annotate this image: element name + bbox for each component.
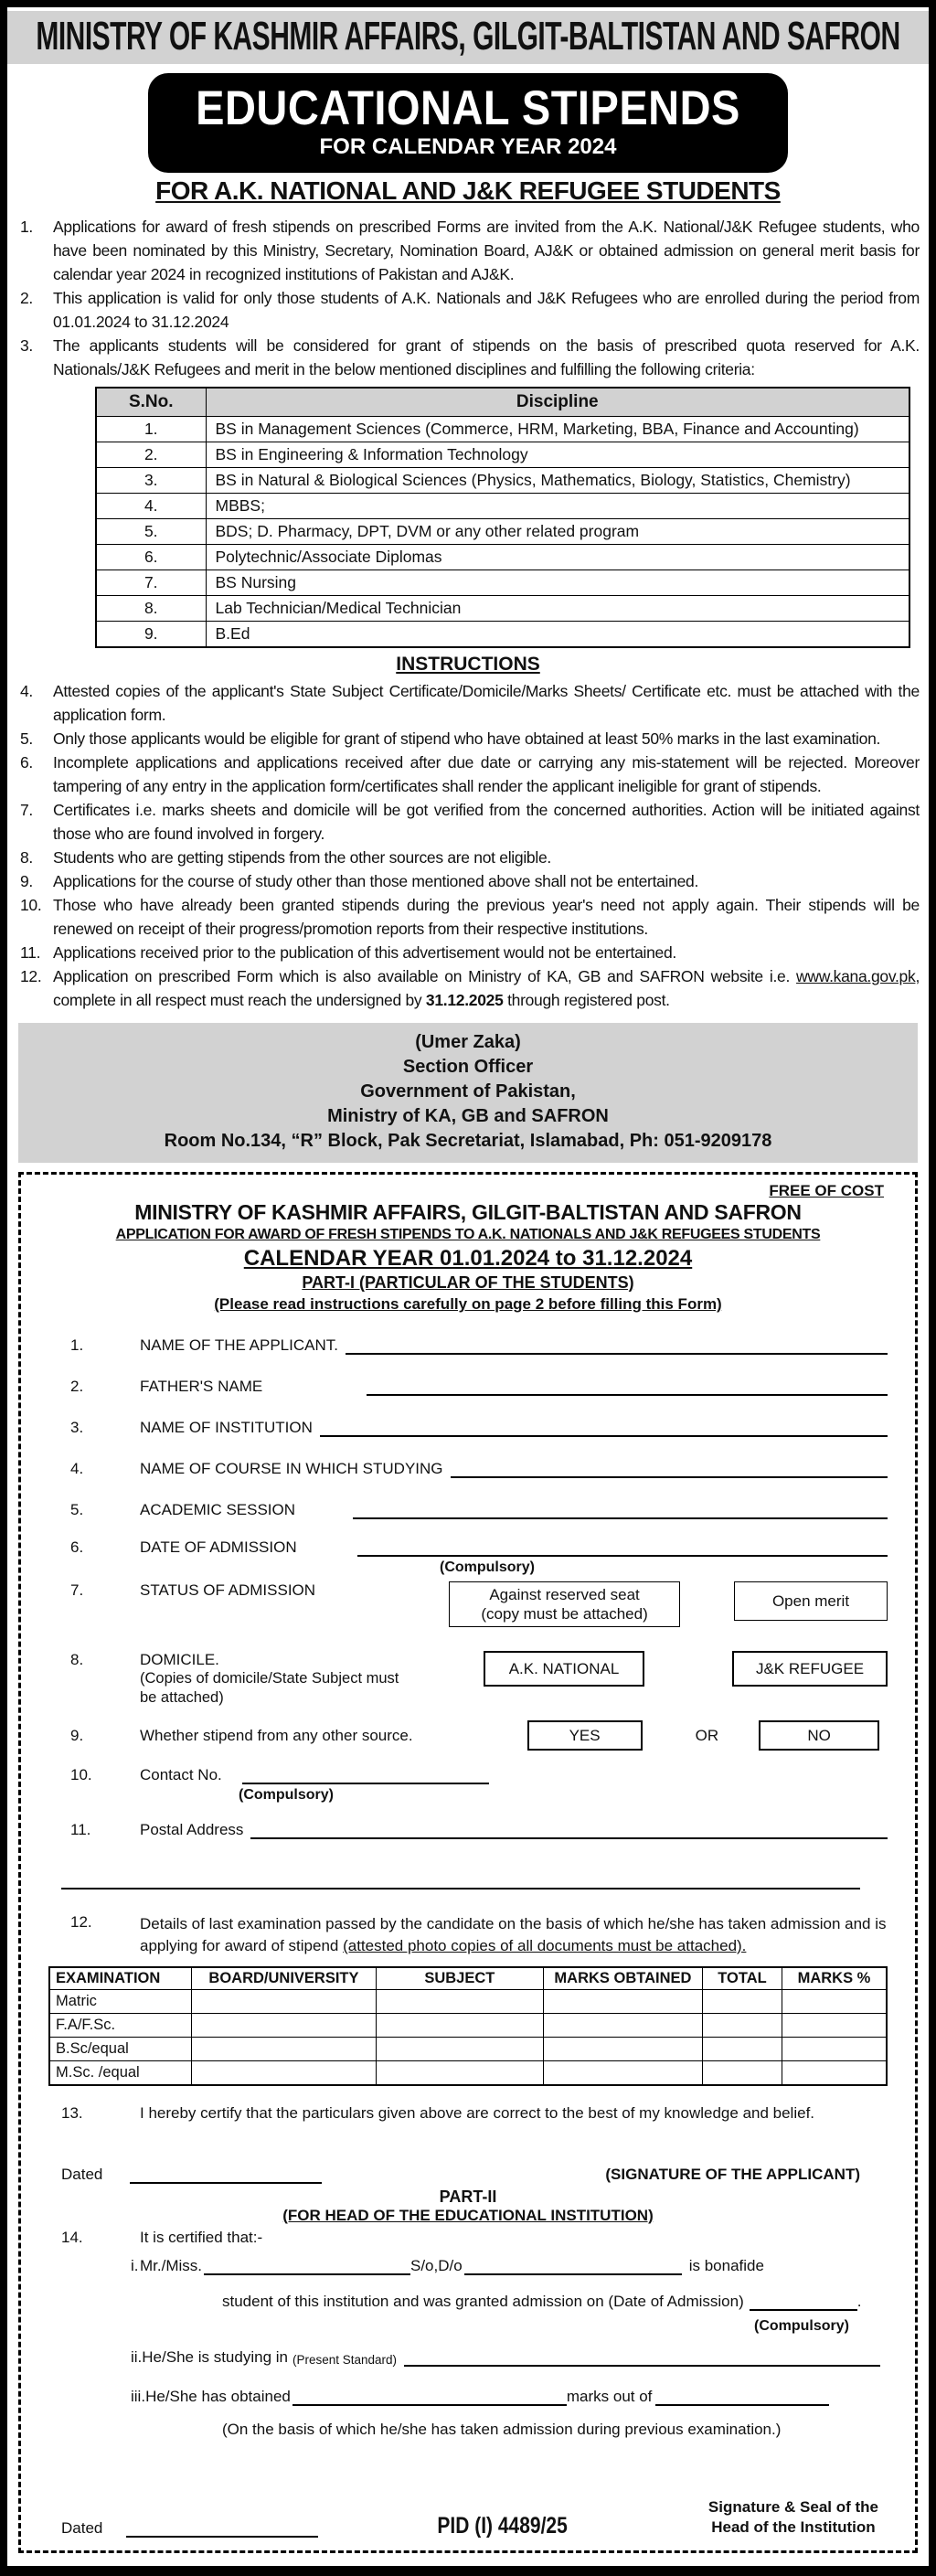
item-text: This application is valid for only those students of A.K. Nationals and J&K Refugees who are enrolled during the period from 01.01.2024 to 31.12.2024 (53, 289, 920, 331)
form-footer-row (48, 2497, 888, 2538)
website-link[interactable]: www.kana.gov.pk (796, 967, 916, 985)
reserved-seat-line2: (copy must be attached) (481, 1605, 648, 1623)
title-box (148, 73, 788, 173)
exam-cell[interactable] (543, 2038, 702, 2061)
examination-table (48, 1966, 888, 2086)
field-label: ACADEMIC SESSION (140, 1501, 296, 1518)
table-header-row (96, 388, 909, 417)
instructions-heading: INSTRUCTIONS (396, 654, 540, 675)
free-of-cost-label: FREE OF COST (769, 1182, 884, 1199)
table-row (96, 468, 909, 494)
table-row (96, 570, 909, 596)
exam-cell[interactable] (702, 2038, 782, 2061)
field-exam-details (48, 1913, 888, 1957)
form-calendar-line: CALENDAR YEAR 01.01.2024 to 31.12.2024 (243, 1246, 693, 1271)
field-admission-date (48, 1538, 888, 1557)
item-number: 6. (20, 753, 33, 772)
academic-session-line[interactable] (353, 1500, 888, 1519)
cell-discipline: MBBS; (206, 494, 909, 519)
ministry-banner-title: MINISTRY OF KASHMIR AFFAIRS, GILGIT-BALTISTAN AND SAFRON (36, 15, 900, 59)
certified-item-ii (48, 2347, 888, 2367)
item-number: 5. (20, 729, 33, 748)
table-row (96, 545, 909, 570)
field-label (140, 1913, 888, 1957)
exam-col-board: BOARD/UNIVERSITY (192, 1967, 377, 1990)
pid-number: PID (I) 4489/25 (437, 2513, 568, 2539)
field-number: 8. (70, 1651, 84, 1668)
item-number: 11. (20, 943, 41, 962)
exam-row-bsc (49, 2038, 887, 2061)
field-number: 11. (70, 1821, 91, 1838)
cell-discipline: BS in Natural & Biological Sciences (Physics, Mathematics, Biology, Statistics, Chemistry) (206, 468, 909, 494)
present-standard-label: (Present Standard) (292, 2352, 398, 2367)
cell-sno: 9. (96, 622, 206, 648)
field-label: NAME OF THE APPLICANT. (140, 1336, 338, 1354)
exam-details-underlined: (attested photo copies of all documents must be attached). (343, 1937, 747, 1954)
signature-of-applicant-label: (SIGNATURE OF THE APPLICANT) (605, 2165, 860, 2183)
father-name-line-part2[interactable] (464, 2256, 682, 2275)
previous-exam-note: (On the basis of which he/she has taken admission during previous examination.) (222, 2420, 782, 2438)
field-label: Contact No. (140, 1766, 222, 1783)
cell-discipline: BDS; D. Pharmacy, DPT, DVM or any other related program (206, 519, 909, 545)
ak-national-option-box[interactable]: A.K. NATIONAL (484, 1651, 644, 1687)
item-number: 3. (20, 336, 33, 355)
discipline-table (95, 387, 910, 648)
signatory-block (18, 1023, 918, 1163)
form-note: (Please read instructions carefully on page 2 before filling this Form) (214, 1295, 722, 1313)
exam-cell[interactable] (782, 2014, 887, 2038)
seal-line2: Head of the Institution (711, 2517, 876, 2536)
intro-item-2 (20, 286, 920, 334)
application-form (18, 1172, 918, 2553)
cell-sno: 7. (96, 570, 206, 596)
table-row (96, 442, 909, 468)
cell-discipline: Lab Technician/Medical Technician (206, 596, 909, 622)
studying-in-label: He/She is studying in (142, 2347, 288, 2366)
signatory-ministry: Ministry of KA, GB and SAFRON (327, 1106, 609, 1126)
exam-cell[interactable] (376, 2014, 543, 2038)
item-text: Only those applicants would be eligible for grant of stipend who have obtained at least 50% marks in the last examination. (53, 729, 881, 748)
exam-cell[interactable] (782, 2061, 887, 2085)
exam-cell[interactable] (192, 1990, 377, 2014)
exam-cell[interactable] (782, 1990, 887, 2014)
roman-number: iii. (131, 2387, 146, 2405)
admission-date-line-part2[interactable] (750, 2292, 857, 2311)
postal-address-line-2[interactable] (61, 1870, 860, 1889)
intro-item-3 (20, 334, 920, 381)
field-label: STATUS OF ADMISSION (140, 1581, 316, 1599)
cell-discipline: BS in Engineering & Information Technology (206, 442, 909, 468)
open-merit-option-box[interactable]: Open merit (734, 1581, 888, 1621)
item-text: The applicants students will be considered for grant of stipends on the basis of prescribed quota reserved for A.K. Nationals/J&K Refugees and merit in the below mentioned disciplines and fulfilling the following criteria: (53, 336, 920, 378)
institution-name-line[interactable] (320, 1418, 888, 1437)
item-text: Applications for the course of study other than those mentioned above shall not be entertained. (53, 872, 699, 890)
instruction-item-9 (20, 869, 920, 893)
reserved-seat-line1: Against reserved seat (489, 1586, 640, 1603)
exam-cell[interactable] (543, 2014, 702, 2038)
part2-heading: PART-II (439, 2187, 497, 2206)
cell-sno: 3. (96, 468, 206, 494)
roman-number: ii. (131, 2347, 143, 2366)
field-label: NAME OF INSTITUTION (140, 1419, 313, 1436)
audience-headline: FOR A.K. NATIONAL AND J&K REFUGEE STUDENTS (155, 176, 781, 205)
exam-cell[interactable] (702, 1990, 782, 2014)
item-number: 8. (20, 848, 33, 867)
present-standard-line[interactable] (404, 2347, 880, 2367)
exam-cell[interactable] (782, 2038, 887, 2061)
postal-address-line[interactable] (250, 1820, 888, 1839)
item-text: Attested copies of the applicant's State Subject Certificate/Domicile/Marks Sheets/ Certificate etc. must be attached with the application form. (53, 682, 920, 724)
course-name-line[interactable] (451, 1459, 888, 1478)
field-label: FATHER'S NAME (140, 1378, 263, 1395)
field-number: 10. (70, 1766, 92, 1783)
field-academic-session (48, 1500, 888, 1519)
domicile-label: DOMICILE. (140, 1651, 219, 1668)
dated-line[interactable] (130, 2165, 322, 2184)
signatory-designation: Section Officer (402, 1057, 534, 1077)
jk-refugee-option-box[interactable]: J&K REFUGEE (732, 1651, 888, 1687)
intro-item-1 (20, 215, 920, 286)
item-text: Those who have already been granted stipends during the previous year's need not apply again. Their stipends will be renewed on receipt of their progress/promotion reports from their respective institutions. (53, 896, 920, 938)
deadline-date: 31.12.2025 (425, 991, 504, 1009)
item-text-after: through registered post. (503, 991, 670, 1009)
instruction-item-4 (20, 679, 920, 727)
instruction-item-7 (20, 798, 920, 846)
field-label: DATE OF ADMISSION (140, 1538, 297, 1556)
exam-cell[interactable] (702, 2014, 782, 2038)
signatory-address: Room No.134, “R” Block, Pak Secretariat, Islamabad, Ph: 051-9209178 (164, 1131, 772, 1151)
col-header-sno: S.No. (96, 388, 206, 417)
item-text: Applications received prior to the publication of this advertisement would not be entertained. (53, 943, 676, 962)
part2-subheading: (FOR HEAD OF THE EDUCATIONAL INSTITUTION) (282, 2206, 654, 2224)
field-admission-status (48, 1581, 888, 1627)
or-label: OR (695, 1726, 719, 1744)
field-course-name (48, 1459, 888, 1478)
seal-block (708, 2497, 878, 2538)
table-row (96, 519, 909, 545)
field-number: 4. (70, 1460, 84, 1477)
item-number: 10. (20, 896, 42, 914)
item-text: Applications for award of fresh stipends on prescribed Forms are invited from the A.K. National/J&K Refugee students, who have been nominated by this Ministry, Secretary, Nomination Board, AJ&K or obtained admission on general merit basis for calendar year 2024 in recognized institutions of Pakistan and AJ&K. (53, 218, 920, 283)
field-number: 2. (70, 1378, 84, 1395)
exam-col-marks-pct: MARKS % (782, 1967, 887, 1990)
exam-row-label: B.Sc/equal (49, 2038, 192, 2061)
exam-row-label: Matric (49, 1990, 192, 2014)
is-bonafide-label: is bonafide (688, 2256, 764, 2274)
form-subtitle: APPLICATION FOR AWARD OF FRESH STIPENDS TO A.K. NATIONALS AND J&K REFUGEES STUDENTS (115, 1227, 821, 1242)
dated-signature-row (48, 2165, 888, 2184)
certified-item-i-line2 (48, 2292, 888, 2311)
field-number: 7. (70, 1581, 84, 1599)
item-number: 12. (20, 967, 42, 985)
cell-sno: 8. (96, 596, 206, 622)
item-text-before: Application on prescribed Form which is also available on Ministry of KA, GB and SAFRON website i.e. (53, 967, 797, 985)
exam-cell[interactable] (376, 2061, 543, 2085)
ministry-banner (7, 11, 929, 64)
field-other-stipend (48, 1720, 888, 1751)
cell-discipline: Polytechnic/Associate Diplomas (206, 545, 909, 570)
field-number: 5. (70, 1501, 84, 1518)
item-text: Certificates i.e. marks sheets and domicile will be got verified from the concerned authorities. Action will be initiated against those who are found involved in forgery. (53, 801, 920, 843)
cell-discipline: BS Nursing (206, 570, 909, 596)
dated-line-bottom[interactable] (126, 2518, 318, 2538)
form-ministry-title: MINISTRY OF KASHMIR AFFAIRS, GILGIT-BALTISTAN AND SAFRON (134, 1200, 802, 1224)
exam-cell[interactable] (192, 2061, 377, 2085)
marks-obtained-line[interactable] (292, 2387, 567, 2406)
item-number: 2. (20, 289, 33, 307)
field-contact-no (48, 1765, 888, 1784)
exam-col-total: TOTAL (702, 1967, 782, 1990)
item-text (53, 964, 920, 1012)
field-label (140, 1651, 405, 1708)
instruction-item-8 (20, 846, 920, 869)
exam-row-matric (49, 1990, 887, 2014)
cell-discipline: B.Ed (206, 622, 909, 648)
table-row (96, 417, 909, 442)
field-label: Postal Address (140, 1821, 244, 1838)
item-number: 9. (20, 872, 33, 890)
item-number: 1. (20, 218, 33, 236)
field-number: 12. (70, 1913, 92, 1931)
field-number: 1. (70, 1336, 84, 1354)
roman-number: i. (131, 2256, 139, 2274)
field-institution-name (48, 1418, 888, 1437)
cell-sno: 4. (96, 494, 206, 519)
seal-line1: Signature & Seal of the (707, 2497, 878, 2516)
no-option-box[interactable]: NO (759, 1720, 879, 1751)
field-number: 14. (61, 2228, 83, 2246)
exam-cell[interactable] (376, 1990, 543, 2014)
item-number: 4. (20, 682, 33, 700)
field-certify (48, 2104, 888, 2123)
field-label: NAME OF COURSE IN WHICH STUDYING (140, 1460, 443, 1477)
instruction-item-5 (20, 727, 920, 750)
marks-out-of-label: marks out of (566, 2387, 653, 2405)
table-row (96, 494, 909, 519)
item-number: 7. (20, 801, 33, 819)
table-row (96, 622, 909, 648)
cell-sno: 5. (96, 519, 206, 545)
student-name-line[interactable] (204, 2256, 410, 2275)
compulsory-note-contact: (Compulsory) (239, 1787, 334, 1803)
signatory-government: Government of Pakistan, (360, 1081, 576, 1102)
period: . (856, 2292, 862, 2310)
exam-cell[interactable] (543, 1990, 702, 2014)
compulsory-note-admission-date: (Compulsory) (440, 1559, 535, 1575)
field-label: Whether stipend from any other source. (140, 1726, 413, 1744)
field-label: It is certified that:- (140, 2228, 263, 2246)
field-applicant-name (48, 1336, 888, 1355)
exam-cell[interactable] (376, 2038, 543, 2061)
dated-label-bottom: Dated (61, 2518, 103, 2537)
item-text-mid: , complete in all respect must reach the undersigned by (53, 967, 920, 1009)
certified-item-i (48, 2256, 888, 2275)
reserved-seat-option-box[interactable] (449, 1581, 680, 1627)
certified-item-iii (48, 2387, 888, 2406)
exam-cell[interactable] (702, 2061, 782, 2085)
exam-cell[interactable] (192, 2014, 377, 2038)
item-text: Students who are getting stipends from the other sources are not eligible. (53, 848, 551, 867)
exam-cell[interactable] (543, 2061, 702, 2085)
exam-row-msc (49, 2061, 887, 2085)
cell-sno: 6. (96, 545, 206, 570)
instruction-item-10 (20, 893, 920, 941)
instruction-item-11 (20, 941, 920, 964)
signatory-name: (Umer Zaka) (415, 1032, 521, 1052)
cell-sno: 2. (96, 442, 206, 468)
field-postal-address (48, 1820, 888, 1839)
dated-label: Dated (61, 2165, 103, 2183)
field-domicile (48, 1651, 888, 1708)
exam-row-fa-fsc (49, 2014, 887, 2038)
title-box-heading: EDUCATIONAL STIPENDS (196, 80, 740, 135)
exam-header-row (49, 1967, 887, 1990)
compulsory-note-part2: (Compulsory) (754, 2317, 849, 2334)
table-row (96, 596, 909, 622)
so-do-label: S/o,D/o (410, 2256, 463, 2274)
title-box-subheading: FOR CALENDAR YEAR 2024 (319, 134, 617, 159)
exam-col-marks-obtained: MARKS OBTAINED (543, 1967, 702, 1990)
field-number: 6. (70, 1538, 84, 1556)
item-text: Incomplete applications and applications received after due date or carrying any mis-statement will be rejected. Moreover tampering of any entry in the application form/certificates shall render the applicant ineligible for grant of stipends. (53, 753, 920, 795)
exam-col-examination: EXAMINATION (49, 1967, 192, 1990)
contact-no-line[interactable] (242, 1765, 489, 1784)
marks-total-line[interactable] (655, 2387, 829, 2406)
exam-row-label: M.Sc. /equal (49, 2061, 192, 2085)
domicile-sublabel: (Copies of domicile/State Subject must be attached) (140, 1670, 399, 1706)
exam-cell[interactable] (192, 2038, 377, 2061)
instruction-item-6 (20, 750, 920, 798)
cell-discipline: BS in Management Sciences (Commerce, HRM, Marketing, BBA, Finance and Accounting) (206, 417, 909, 442)
certify-text: I hereby certify that the particulars given above are correct to the best of my knowledge and belief. (140, 2103, 815, 2122)
field-number: 9. (70, 1726, 84, 1744)
cell-sno: 1. (96, 417, 206, 442)
field-number: 3. (70, 1419, 84, 1436)
father-name-line[interactable] (367, 1377, 888, 1396)
instruction-item-12 (20, 964, 920, 1012)
field-certified-that (48, 2229, 888, 2247)
admission-date-line[interactable] (357, 1538, 888, 1557)
yes-option-box[interactable]: YES (527, 1720, 643, 1751)
form-part1-heading: PART-I (PARTICULAR OF THE STUDENTS) (302, 1273, 634, 1292)
mr-miss-label: Mr./Miss. (140, 2256, 202, 2274)
granted-admission-text: student of this institution and was granted admission on (Date of Admission) (222, 2292, 744, 2310)
exam-row-label: F.A/F.Sc. (49, 2014, 192, 2038)
exam-details-text: Details of last examination passed by the candidate on the basis of which he/she has taken admission and is applying for award of stipend (140, 1915, 887, 1954)
field-number: 13. (61, 2103, 83, 2122)
exam-col-subject: SUBJECT (376, 1967, 543, 1990)
has-obtained-label: He/She has obtained (145, 2387, 291, 2405)
col-header-discipline: Discipline (206, 388, 909, 417)
field-father-name (48, 1377, 888, 1396)
applicant-name-line[interactable] (346, 1336, 888, 1355)
